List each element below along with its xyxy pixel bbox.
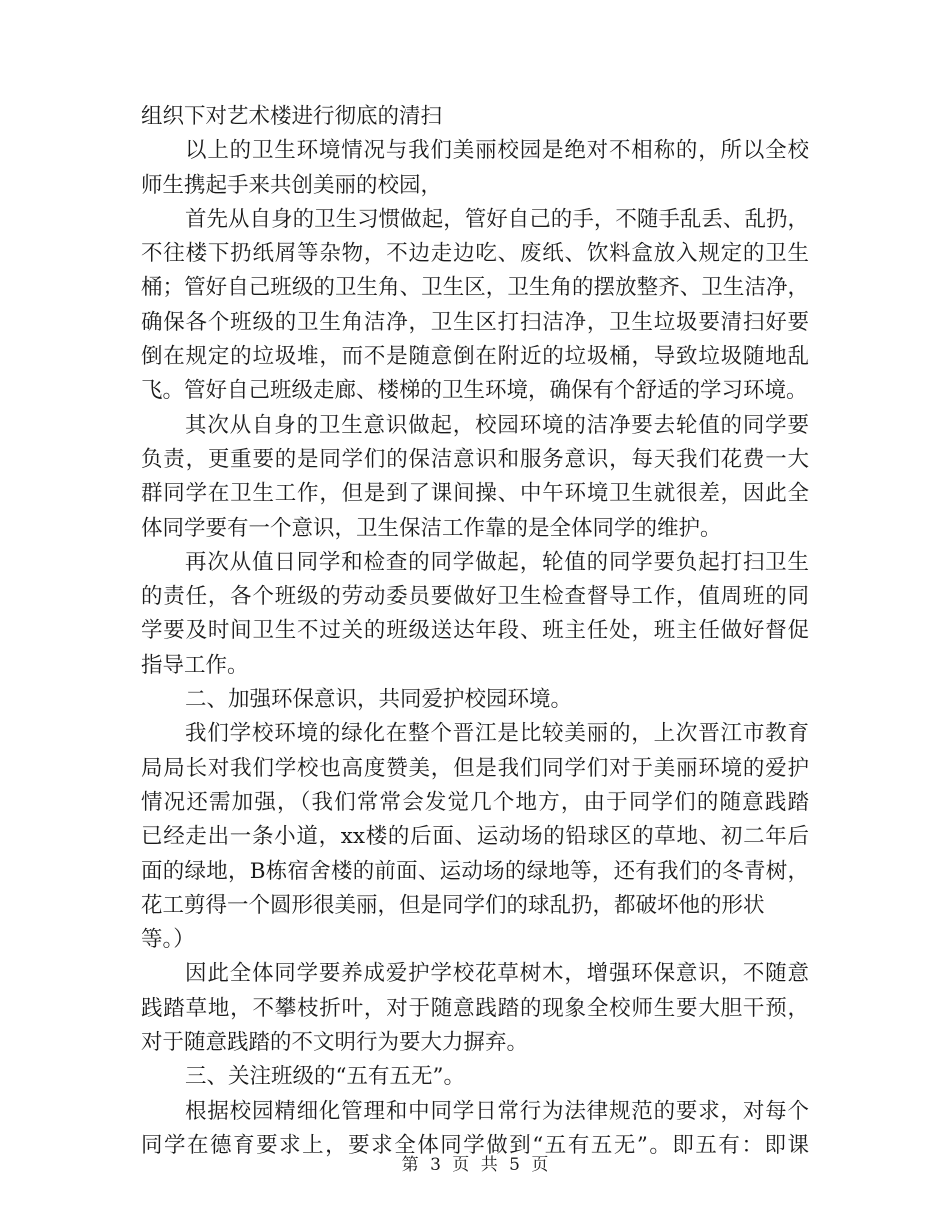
text-line: 指导工作。 [141,652,249,678]
text-line: 首先从自身的卫生习惯做起，管好自己的手，不随手乱丢、乱扔， [185,206,809,232]
text-line: 学要及时间卫生不过关的班级送达年段、班主任处，班主任做好督促 [141,618,809,644]
text-line: 根据校园精细化管理和中同学日常行为法律规范的要求，对每个 [185,1098,809,1124]
text-line: 花工剪得一个圆形很美丽，但是同学们的球乱扔，都破坏他的形状 [141,892,765,918]
text-line: 组织下对艺术楼进行彻底的清扫 [141,104,443,129]
text-line: 情况还需加强，（我们常常会发觉几个地方，由于同学们的随意践踏 [141,789,809,815]
text-line: 已经走出一条小道，xx楼的后面、运动场的铅球区的草地、初二年后 [141,824,809,850]
text-line: 确保各个班级的卫生角洁净，卫生区打扫洁净，卫生垃圾要清扫好要 [141,309,809,335]
text-line: 群同学在卫生工作，但是到了课间操、中午环境卫生就很差，因此全 [141,481,809,507]
text-line: 二、加强环保意识，共同爱护校园环境。 [185,687,573,713]
text-line: 面的绿地，B栋宿舍楼的前面、运动场的绿地等，还有我们的冬青树， [141,858,809,884]
text-line: 负责，更重要的是同学们的保洁意识和服务意识，每天我们花费一大 [141,446,809,472]
text-line: 等。） [141,927,195,953]
text-line: 我们学校环境的绿化在整个晋江是比较美丽的，上次晋江市教育 [185,721,809,747]
text-line: 其次从自身的卫生意识做起，校园环境的洁净要去轮值的同学要 [185,412,809,438]
text-line: 局局长对我们学校也高度赞美，但是我们同学们对于美丽环境的爱护 [141,755,809,781]
text-line: 同学在德育要求上，要求全体同学做到“五有五无”。即五有：即课 [141,1132,809,1158]
text-line: 践踏草地，不攀枝折叶，对于随意践踏的现象全校师生要大胆干预， [141,995,809,1021]
text-line: 三、关注班级的“五有五无”。 [185,1064,465,1090]
text-line: 桶；管好自己班级的卫生角、卫生区，卫生角的摆放整齐、卫生洁净， [141,275,809,301]
text-line: 飞。管好自己班级走廊、楼梯的卫生环境，确保有个舒适的学习环境。 [141,378,808,404]
text-line: 不往楼下扔纸屑等杂物，不边走边吃、废纸、饮料盒放入规定的卫生 [141,241,809,267]
text-line: 体同学要有一个意识，卫生保洁工作靠的是全体同学的维护。 [141,515,722,541]
text-line: 师生携起手来共创美丽的校园， [141,172,443,198]
text-line: 因此全体同学要养成爱护学校花草树木，增强环保意识，不随意 [185,961,809,987]
document-body [141,100,809,1163]
text-line: 倒在规定的垃圾堆，而不是随意倒在附近的垃圾桶，导致垃圾随地乱 [141,344,809,370]
text-line: 再次从值日同学和检查的同学做起，轮值的同学要负起打扫卫生 [185,549,809,575]
text-line: 的责任，各个班级的劳动委员要做好卫生检查督导工作，值周班的同 [141,584,809,610]
page-footer: 第 3 页 共 5 页 [401,1155,549,1175]
text-line: 对于随意践踏的不文明行为要大力摒弃。 [141,1030,529,1056]
text-line: 以上的卫生环境情况与我们美丽校园是绝对不相称的，所以全校 [185,138,809,164]
